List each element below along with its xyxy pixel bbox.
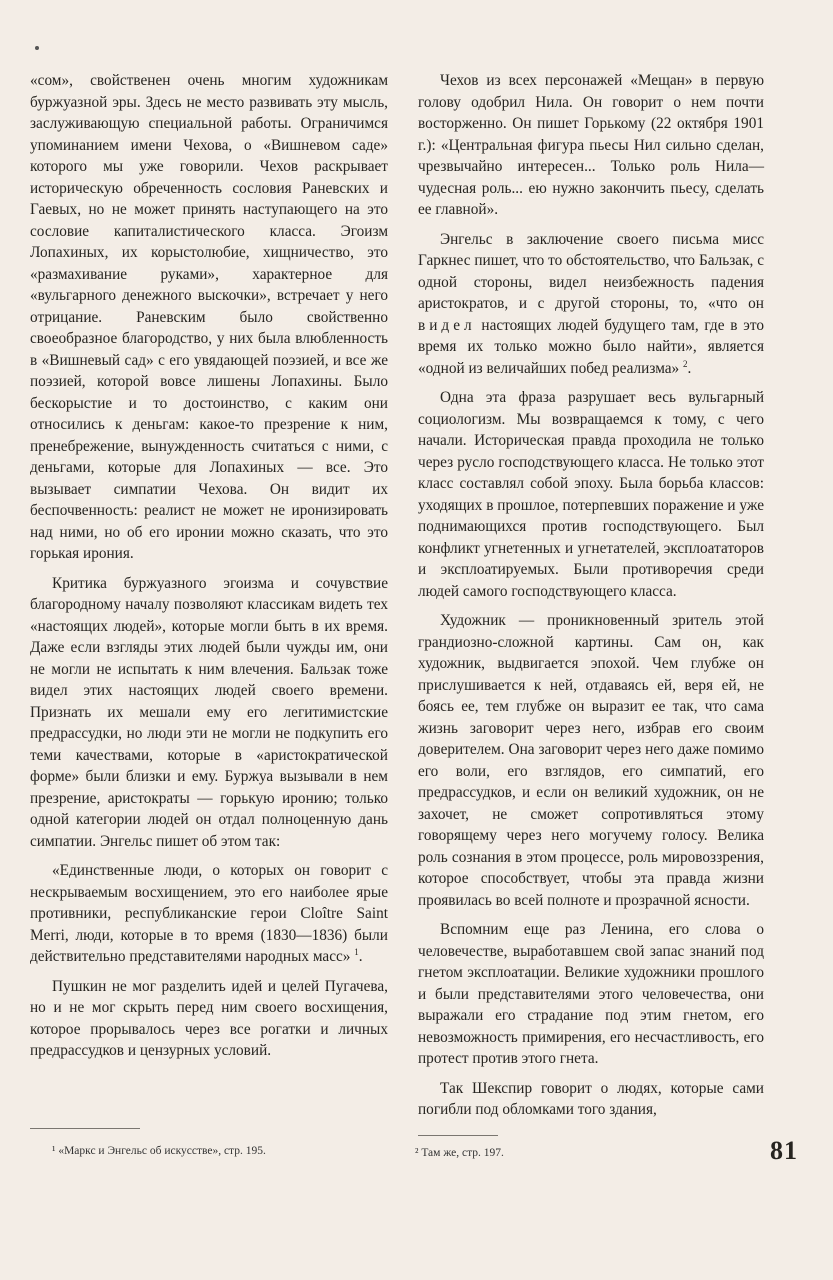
footnote-rule-left (30, 1128, 140, 1129)
engels-quote-text: «Единственные люди, о которых он говорит с нескрываемым восхищением, это его наиболее ярые противники, республиканские герои Cloître Saint Merri, люди, которые в то время (1830—1836) были действительно представителями народных масс» (30, 862, 388, 965)
left-paragraph-3: Пушкин не мог разделить идей и целей Пугачева, но и не мог скрыть перед ним своего восхищения, которое прорывалось через все рогатки и личных предрассудков и цензурных условий. (30, 977, 388, 1059)
right-paragraph-4: Художник — проникновенный зритель этой грандиозно-сложной картины. Сам он, как художник, выдвигается эпохой. Чем глубже он прислушивается к ней, отдаваясь ей, веря ей, не боясь ее, тем глубже он выразит ее так, что сама жизнь заговорит через него, избрав его своим доверителем. Она заговорит через него даже помимо его воли, его взглядов, его симпатий, его предрассудков, и если он великий художник, он не захочет, не сможет сопротивляться этому говорящему через него могучему голосу. Велика роль сознания в этом процессе, роль мировоззрения, которое способствует, чтобы эта правда жизни проявилась во всей полноте и прозрачной ясности. (418, 612, 764, 909)
left-paragraph-2: Критика буржуазного эгоизма и сочувствие благородному началу позволяют классикам видеть тех «настоящих людей», которые могли быть в их время. Даже если взгляды этих людей были чужды им, они не могли не испытать к ним влечения. Бальзак тоже видел этих настоящих людей своего времени. Признать их мешали ему его легитимистские предрассудки, но люди эти не могли не подкупить его теми качествами, которые в «аристократической форме» были близки и ему. Буржуа вызывали в нем презрение, аристократы — горькую иронию; только одной категории людей он отдал полноценную дань симпатии. Энгельс пишет об этом так: (30, 574, 388, 850)
right-paragraph-2-end: настоящих людей будущего там, где в это время их только можно было найти», является «одной из величайших побед реализма» (418, 316, 764, 377)
right-paragraph-3: Одна эта фраза разрушает весь вульгарный социологизм. Мы возвращаемся к тому, с чего начали. Историческая правда проходила не только через русло господствующего класса. Не только этот класс составлял собой эпоху. Была борьба классов: уходящих в прошлое, потерпевших поражение и уже поднимающихся против господствующего. Был конфликт угнетенных и угнетателей, эксплоататоров и эксплоатируемых. Были противоречия среди людей самого господствующего класса. (418, 389, 764, 600)
footnote-ref-2: 2 (683, 358, 688, 369)
right-paragraph-5: Вспомним еще раз Ленина, его слова о человечестве, выработавшем свой запас знаний под гнетом эксплоатации. Великие художники прошлого и были представителями этого человечества, они выражали его страдание под этим гнетом, его невозможность примирения, его несчастливость, его протест против этого гнета. (418, 921, 764, 1067)
spaced-emphasis: видел (418, 316, 476, 334)
right-paragraph-1: Чехов из всех персонажей «Мещан» в первую голову одобрил Нила. Он говорит о нем почти восторженно. Он пишет Горькому (22 октября 1901 г.): «Центральная фигура пьесы Нил сильно сделан, чрезвычайно интересен... Только роль Нила—чудесная роль... ею нужно закончить пьесу, сделать ее главной». (418, 72, 764, 218)
print-speck (35, 46, 39, 50)
footnote-left: ¹ «Маркс и Энгельс об искусстве», стр. 195. (52, 1145, 266, 1157)
right-column (418, 70, 764, 1129)
right-paragraph-2-start: Энгельс в заключение своего письма мисс Гаркнес пишет, что то обстоятельство, что Бальзак, с одной стороны, видел неизбежность падения аристократов, и с другой стороны, то, «что он (418, 230, 764, 312)
footnote-rule-right (418, 1135, 498, 1136)
footnote-right: ² Там же, стр. 197. (415, 1147, 504, 1159)
right-paragraph-2: Энгельс в заключение своего письма мисс Гаркнес пишет, что то обстоятельство, что Бальзак, с одной стороны, видел неизбежность падения аристократов, и с другой стороны, то, «что он видел настоящих людей будущего там, где в это время их только можно было найти», является «одной из величайших побед реализма» $^2$. (418, 230, 764, 377)
right-paragraph-6: Так Шекспир говорит о людях, которые сами погибли под обломками того здания, (418, 1079, 764, 1118)
left-paragraph-1: «сом», свойственен очень многим художникам буржуазной эры. Здесь не место развивать эту мысль, заслуживающую специальной работы. Ограничимся упоминанием имени Чехова, о «Вишневом саде» которого мы уже говорили. Чехов раскрывает историческую обреченность сословия Раневских и Гаевых, но не может принять наступающего на это сословие капиталистического класса. Эгоизм Лопахиных, их корыстолюбие, хищничество, это «размахивание руками», характерное для «вульгарного денежного выскочки», встречает у него отрицание. Раневским было свойственно своеобразное благородство, у них была влюбленность в «Вишневый сад» с его увядающей поэзией, и все же поэзией, которой вовсе лишены Лопахины. Было бескорыстие и то достоинство, с каким они относились к деньгам: какое-то презрение к ним, пренебрежение, вынужденность считаться с ними, с деньгами, которые для Лопахиных — все. Это вызывает симпатии Чехова. Он видит их беспочвенность: реалист не может не иронизировать над ними, но об его иронии можно сказать, что это горькая ирония. (30, 72, 388, 562)
left-column (30, 70, 388, 1070)
footnote-ref-1: 1 (354, 946, 359, 957)
page-number: 81 (770, 1136, 798, 1165)
engels-quote: «Единственные люди, о которых он говорит с нескрываемым восхищением, это его наиболее ярые противники, республиканские герои Cloître Saint Merri, люди, которые в то время (1830—1836) были действительно представителями народных масс» $^1$. (30, 862, 388, 965)
